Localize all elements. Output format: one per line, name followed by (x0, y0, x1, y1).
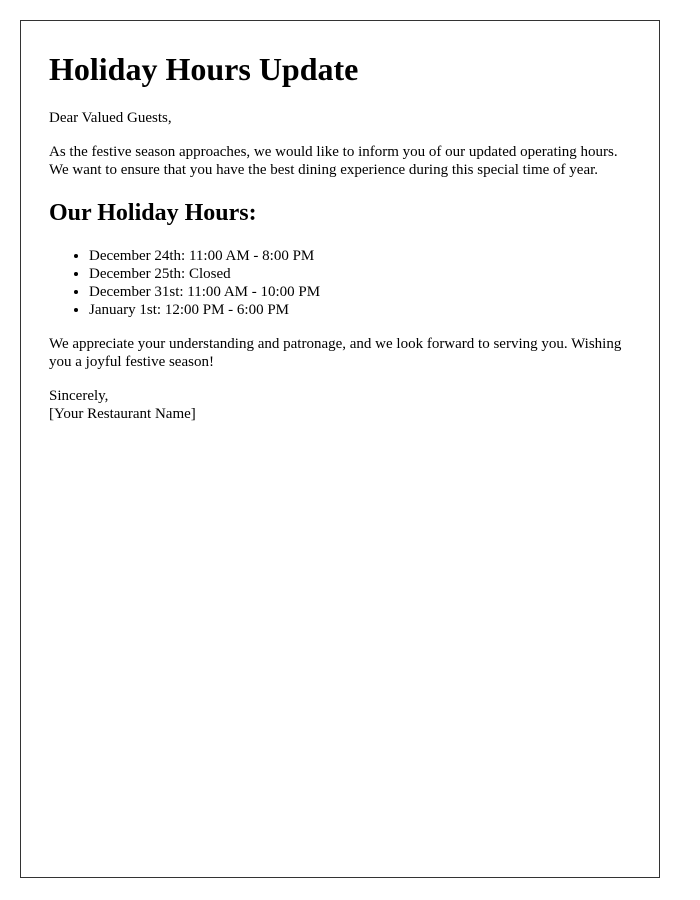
letter-page (20, 20, 660, 878)
closing-paragraph: We appreciate your understanding and patronage, and we look forward to serving you. Wishing you a joyful festive season! (49, 336, 622, 370)
greeting: Dear Valued Guests, (49, 110, 172, 126)
page-title: Holiday Hours Update (49, 51, 359, 87)
signoff: Sincerely, (49, 388, 109, 404)
hours-item: • December 31st: 11:00 AM - 10:00 PM (89, 283, 631, 301)
hours-heading: Our Holiday Hours: (49, 200, 257, 226)
intro-paragraph: As the festive season approaches, we would like to inform you of our updated operating hours. We want to ensure that you have the best dining experience during this special time of year. (49, 144, 618, 178)
hours-list (49, 247, 631, 319)
hours-item: • December 24th: 11:00 AM - 8:00 PM (89, 247, 631, 265)
signature-block (49, 387, 631, 423)
signature-name: [Your Restaurant Name] (49, 406, 196, 422)
hours-item: • December 25th: Closed (89, 265, 631, 283)
hours-item: • January 1st: 12:00 PM - 6:00 PM (89, 301, 631, 319)
